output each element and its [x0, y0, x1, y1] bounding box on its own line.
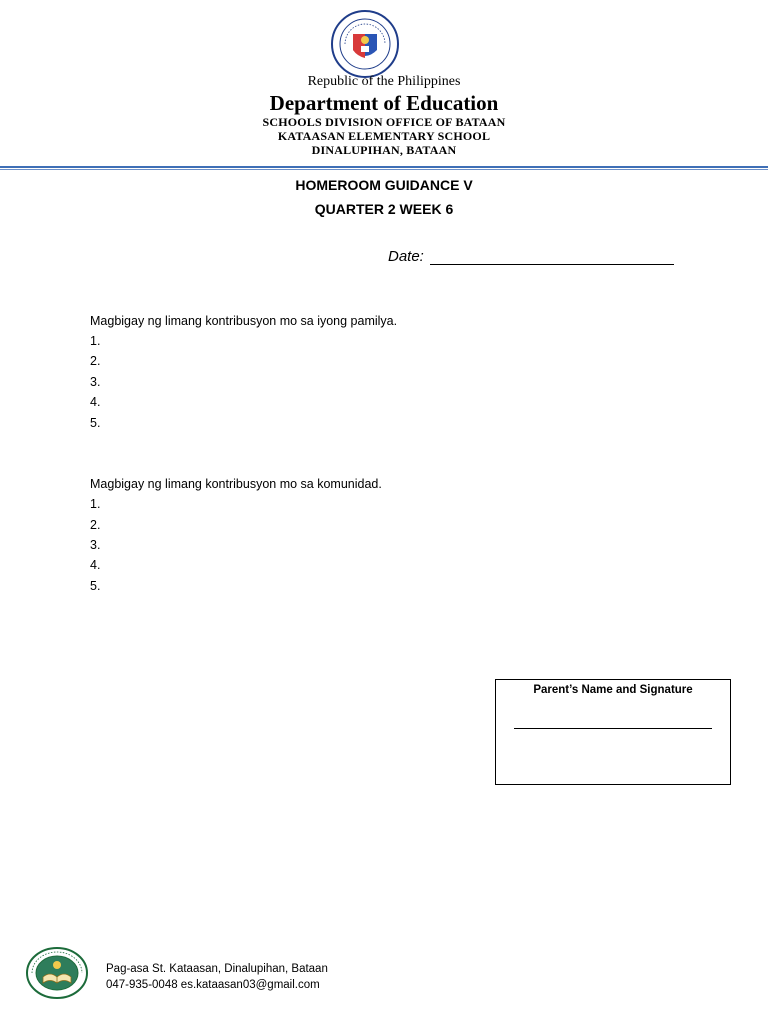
family-item-number: 2. — [90, 354, 101, 368]
family-item-number: 1. — [90, 334, 101, 348]
republic-heading: Republic of the Philippines — [307, 74, 461, 89]
footer-address: Pag-asa St. Kataasan, Dinalupihan, Bataan — [106, 963, 328, 975]
signature-box-title: Parent’s Name and Signature — [533, 684, 693, 696]
worksheet-title: HOMEROOM GUIDANCE V — [295, 177, 473, 193]
community-item-number: 3. — [90, 538, 101, 552]
community-item-number: 1. — [90, 497, 101, 511]
community-prompt: Magbigay ng limang kontribusyon mo sa komunidad. — [90, 477, 382, 491]
community-item-number: 4. — [90, 558, 101, 572]
school-heading: KATAASAN ELEMENTARY SCHOOL — [277, 129, 491, 143]
signature-line[interactable] — [514, 728, 712, 729]
school-logo-icon — [26, 947, 88, 999]
parent-signature-box — [495, 679, 731, 785]
community-item-number: 2. — [90, 518, 101, 532]
header-divider-thin — [0, 169, 768, 170]
department-heading: Department of Education — [269, 91, 499, 115]
family-item-number: 4. — [90, 395, 101, 409]
deped-seal-icon — [331, 10, 399, 78]
division-heading: SCHOOLS DIVISION OFFICE OF BATAAN — [262, 115, 506, 129]
date-label: Date: — [388, 248, 424, 265]
family-prompt: Magbigay ng limang kontribusyon mo sa iyong pamilya. — [90, 314, 398, 328]
location-heading: DINALUPIHAN, BATAAN — [311, 143, 457, 157]
worksheet-subtitle: QUARTER 2 WEEK 6 — [314, 201, 454, 217]
header-divider — [0, 166, 768, 168]
family-item-number: 5. — [90, 416, 101, 430]
community-item-number: 5. — [90, 579, 101, 593]
footer-contact: 047-935-0048 es.kataasan03@gmail.com — [106, 979, 320, 991]
date-field-line[interactable] — [430, 264, 674, 265]
family-item-number: 3. — [90, 375, 101, 389]
